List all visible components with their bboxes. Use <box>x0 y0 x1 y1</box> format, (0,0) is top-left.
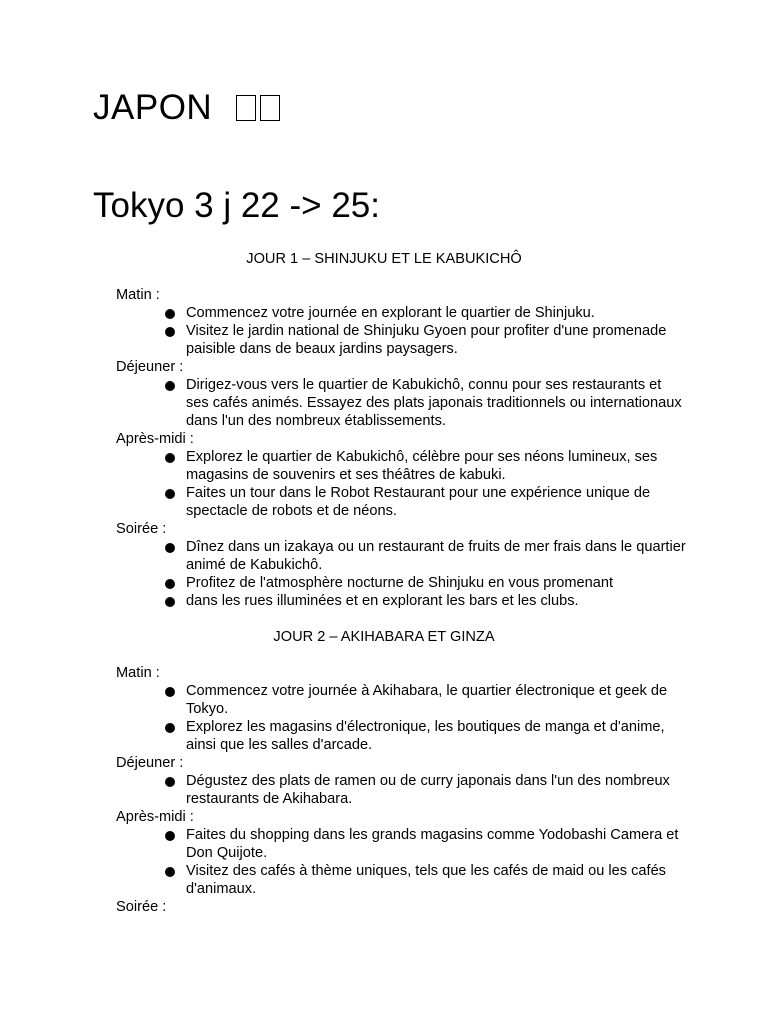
bullet-icon <box>165 489 175 499</box>
bullet-icon <box>165 543 175 553</box>
list-item-text: Dirigez-vous vers le quartier de Kabukichô, connu pour ses restaurants et ses cafés animés. Essayez des plats japonais traditionnels ou internationaux dans l'un des nombreux établissements. <box>186 377 682 429</box>
list-item <box>0 538 768 574</box>
list-item <box>0 682 768 718</box>
document-title <box>93 88 280 128</box>
bullet-icon <box>165 831 175 841</box>
list-item <box>0 718 768 754</box>
list-item-text: Faites du shopping dans les grands magasins comme Yodobashi Camera et Don Quijote. <box>186 827 679 861</box>
list-item <box>0 574 768 592</box>
list-item-text: Dégustez des plats de ramen ou de curry japonais dans l'un des nombreux restaurants de Akihabara. <box>186 773 670 807</box>
missing-glyph-icon <box>236 95 256 121</box>
section-label: Matin : <box>116 665 160 681</box>
bullet-icon <box>165 777 175 787</box>
bullet-icon <box>165 309 175 319</box>
list-item-text: Explorez les magasins d'électronique, les boutiques de manga et d'anime, ainsi que les salles d'arcade. <box>186 719 665 753</box>
list-item-text: Explorez le quartier de Kabukichô, célèbre pour ses néons lumineux, ses magasins de souvenirs et ses théâtres de kabuki. <box>186 449 658 483</box>
missing-glyph-icon <box>260 95 280 121</box>
itinerary <box>0 250 768 916</box>
list-item <box>0 826 768 862</box>
section-label: Après-midi : <box>116 809 194 825</box>
document-subtitle: Tokyo 3 j 22 -> 25: <box>93 186 380 225</box>
section-label: Soirée : <box>116 521 167 537</box>
list-item-text: Profitez de l'atmosphère nocturne de Shinjuku en vous promenant <box>186 575 614 591</box>
day-heading: JOUR 2 – AKIHABARA ET GINZA <box>273 629 495 645</box>
list-item <box>0 304 768 322</box>
list-item-text: Visitez le jardin national de Shinjuku Gyoen pour profiter d'une promenade paisible dans de beaux jardins paysagers. <box>186 323 667 357</box>
list-item <box>0 322 768 358</box>
list-item <box>0 376 768 430</box>
list-item <box>0 862 768 898</box>
list-item-text: Commencez votre journée à Akihabara, le quartier électronique et geek de Tokyo. <box>186 683 668 717</box>
list-item <box>0 448 768 484</box>
list-item <box>0 772 768 808</box>
bullet-icon <box>165 381 175 391</box>
list-item-text: dans les rues illuminées et en explorant les bars et les clubs. <box>186 593 579 609</box>
section-label: Soirée : <box>116 899 167 915</box>
list-item-text: Faites un tour dans le Robot Restaurant pour une expérience unique de spectacle de robots et de néons. <box>186 485 651 519</box>
bullet-icon <box>165 597 175 607</box>
section-label: Déjeuner : <box>116 359 184 375</box>
bullet-icon <box>165 327 175 337</box>
title-text: JAPON <box>93 88 213 127</box>
day-heading: JOUR 1 – SHINJUKU ET LE KABUKICHÔ <box>246 251 522 267</box>
section-label: Déjeuner : <box>116 755 184 771</box>
bullet-icon <box>165 687 175 697</box>
list-item <box>0 592 768 610</box>
section-label: Après-midi : <box>116 431 194 447</box>
list-item <box>0 484 768 520</box>
bullet-icon <box>165 579 175 589</box>
bullet-icon <box>165 453 175 463</box>
missing-glyph-boxes <box>232 88 280 127</box>
list-item-text: Commencez votre journée en explorant le quartier de Shinjuku. <box>186 305 595 321</box>
list-item-text: Visitez des cafés à thème uniques, tels que les cafés de maid ou les cafés d'animaux. <box>186 863 666 897</box>
section-label: Matin : <box>116 287 160 303</box>
list-item-text: Dînez dans un izakaya ou un restaurant de fruits de mer frais dans le quartier animé de Kabukichô. <box>186 539 686 573</box>
bullet-icon <box>165 867 175 877</box>
bullet-icon <box>165 723 175 733</box>
spacer <box>0 610 768 628</box>
